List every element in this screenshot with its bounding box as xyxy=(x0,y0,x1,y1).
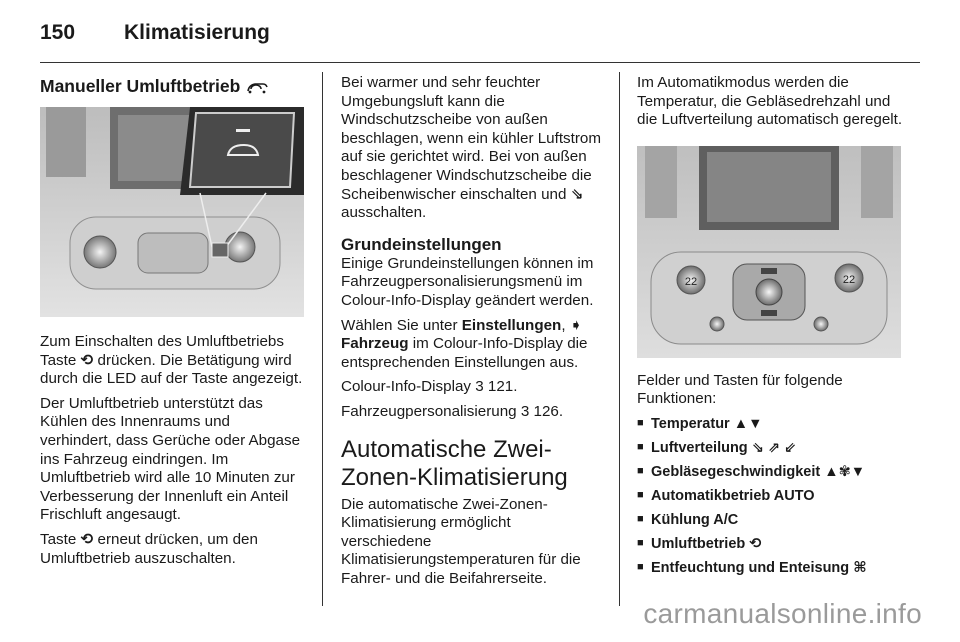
defrost-icon: ⌘ xyxy=(853,559,867,576)
recirculation-icon xyxy=(245,79,269,95)
fan-speed-icon: ▲✾▼ xyxy=(824,463,866,480)
air-distribution-icon: ⇘ ⇗ ⇙ xyxy=(751,439,797,456)
dashboard-photo-climate-control xyxy=(637,146,901,358)
paragraph-automatikmodus: Im Automatikmodus werden die Temperatur, die Gebläsedrehzahl und die Luftverteilung automatisch geregelt. xyxy=(637,74,903,129)
section-heading-automatik: Automatische Zwei-Zonen-Klimatisierung xyxy=(341,435,568,491)
list-item: ■ Gebläsegeschwindigkeit ▲✾▼ xyxy=(637,463,866,480)
chapter-title: Klimatisierung xyxy=(124,21,270,44)
paragraph-ausschalten: Taste ⟲ erneut drücken, um den Umluftbetrieb auszuschalten. xyxy=(40,530,258,567)
left-temperature-label: 22 xyxy=(684,275,698,288)
paragraph-felder-tasten: Felder und Tasten für folgende Funktionen: xyxy=(637,371,843,408)
recirculation-icon: ⟲ xyxy=(80,351,94,369)
reference-fahrzeugpersonalisierung[interactable]: Fahrzeugpersonalisierung 3 126. xyxy=(341,402,564,420)
reference-colour-info-display[interactable]: Colour-Info-Display 3 121. xyxy=(341,378,518,396)
paragraph-zwei-zonen: Die automatische Zwei-Zonen-Klimatisierung ermöglicht verschiedene Klimatisierungstemperaturen für die Fahrer- und die Beifahrerseite. xyxy=(341,495,581,587)
section-heading-grundeinstellungen: Grundeinstellungen xyxy=(341,234,502,254)
section-heading-umluft: Manueller Umluftbetrieb xyxy=(40,76,304,97)
page-number: 150 xyxy=(40,21,76,44)
paragraph-waehlen: Wählen Sie unter Einstellungen, ➧ Fahrzeug im Colour-Info-Display die entsprechenden Einstellungen aus. xyxy=(341,316,588,371)
recirculation-icon: ⟲ xyxy=(749,535,762,552)
right-temperature-label: 22 xyxy=(842,273,856,286)
up-down-arrows-icon: ▲▼ xyxy=(733,415,763,432)
paragraph-beschlagen: Bei warmer und sehr feuchter Umgebungsluft kann die Windschutzscheibe von außen beschlagen, wenn ein kühler Luftstrom auf sie gerichtet wird. Bei von außen beschlagener Windschutzscheibe die Scheibenwischer einschalten und ⇘ ausschalten. xyxy=(341,74,602,222)
paragraph-grundeinstellungen: Einige Grundeinstellungen können im Fahrzeugpersonalisierungsmenü im Colour-Info-Display geändert werden. xyxy=(341,254,594,309)
arrow-icon: ➧ xyxy=(569,316,583,334)
list-item: ■ Entfeuchtung und Enteisung ⌘ xyxy=(637,559,867,576)
column-divider-2 xyxy=(619,72,620,606)
list-item: ■ Luftverteilung ⇘ ⇗ ⇙ xyxy=(637,439,797,456)
windshield-airflow-icon: ⇘ xyxy=(570,185,584,203)
dashboard-photo-recirculation xyxy=(40,107,304,317)
column-3 xyxy=(637,74,905,583)
list-item: ■ Automatikbetrieb AUTO xyxy=(637,487,815,504)
paragraph-unterstuetzt: Der Umluftbetrieb unterstützt das Kühlen des Innenraums und verhindert, dass Gerüche oder Abgase ins Fahrzeug eindringen. Im Umluftbetrieb wird alle 10 Minuten zur Verbesserung der Innenluft ein Anteil Frischluft angesaugt. xyxy=(40,394,301,524)
column-1 xyxy=(40,74,304,574)
function-list xyxy=(637,415,905,577)
column-divider-1 xyxy=(322,72,323,606)
header-rule xyxy=(40,62,920,63)
list-item: ■ Kühlung A/C xyxy=(637,511,739,528)
column-2 xyxy=(341,74,605,594)
recirculation-icon: ⟲ xyxy=(80,530,94,548)
watermark: carmanualsonline.info xyxy=(643,598,922,629)
page-header xyxy=(40,18,920,54)
paragraph-einschalten: Zum Einschalten des Umluftbetriebs Taste ⟲ drücken. Die Betätigung wird durch die LED auf der Taste angezeigt. xyxy=(40,333,303,388)
list-item: ■ Umluftbetrieb ⟲ xyxy=(637,535,762,552)
list-item: ■ Temperatur ▲▼ xyxy=(637,415,763,432)
